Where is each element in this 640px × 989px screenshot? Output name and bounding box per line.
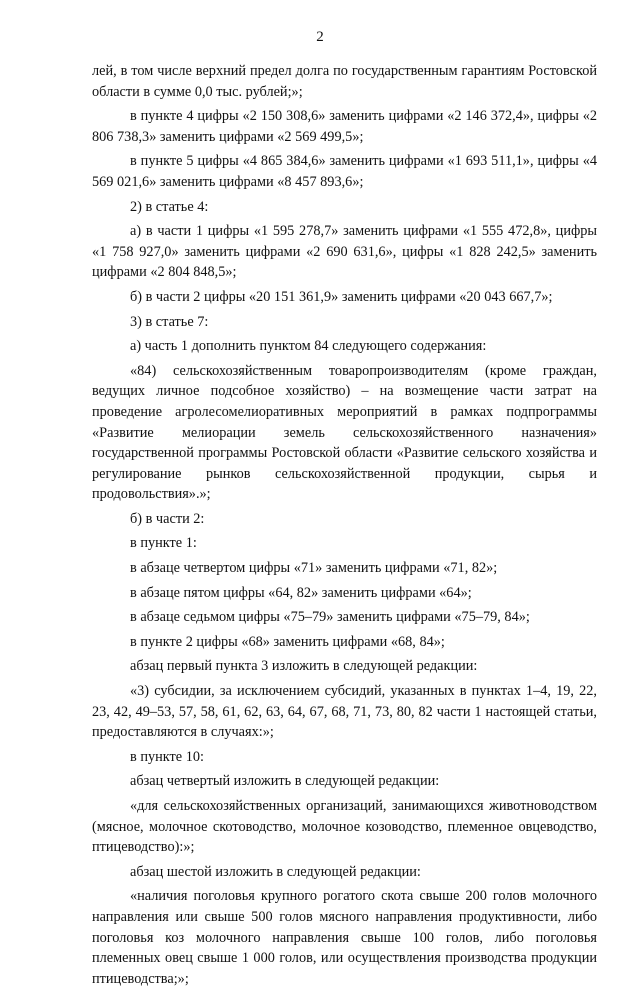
document-body xyxy=(92,61,597,989)
paragraph-15: в пункте 2 цифры «68» заменить цифрами «68, 84»; xyxy=(130,633,445,650)
paragraph-18: в пункте 10: xyxy=(130,748,204,765)
paragraph-14: в абзаце седьмом цифры «75–79» заменить цифрами «75–79, 84»; xyxy=(130,609,530,626)
paragraph-13: в абзаце пятом цифры «64, 82» заменить цифрами «64»; xyxy=(130,584,472,601)
paragraph-10: б) в части 2: xyxy=(130,510,205,527)
paragraph-17: «3) субсидии, за исключением субсидий, указанных в пунктах 1–4, 19, 22, 23, 42, 49–53, 57, 58, 61, 62, 63, 64, 67, 68, 71, 73, 80, 82 части 1 настоящей статьи, предоставляются в случаях:»; xyxy=(92,683,597,741)
paragraph-8: а) часть 1 дополнить пунктом 84 следующего содержания: xyxy=(130,338,487,355)
paragraph-7: 3) в статье 7: xyxy=(130,313,209,330)
paragraph-4: 2) в статье 4: xyxy=(130,198,209,215)
paragraph-20: «для сельскохозяйственных организаций, занимающихся животноводством (мясное, молочное скотоводство, молочное козоводство, племенное овцеводство, птицеводство):»; xyxy=(92,798,597,856)
paragraph-21: абзац шестой изложить в следующей редакции: xyxy=(130,863,421,880)
paragraph-3: в пункте 5 цифры «4 865 384,6» заменить цифрами «1 693 511,1», цифры «4 569 021,6» заменить цифрами «8 457 893,6»; xyxy=(92,153,597,190)
paragraph-9: «84) сельскохозяйственным товаропроизводителям (кроме граждан, ведущих личное подсобное хозяйство) – на возмещение части затрат на проведение агролесомелиоративных мероприятий в рамках подпрограммы «Развитие мелиорации земель сельскохозяйственного назначения» государственной программы Ростовской области «Развитие сельского хозяйства и регулирование рынков сельскохозяйственной продукции, сырья и продовольствия».»; xyxy=(92,362,597,503)
paragraph-5: а) в части 1 цифры «1 595 278,7» заменить цифрами «1 555 472,8», цифры «1 758 927,0» заменить цифрами «2 690 631,6», цифры «1 828 242,5» заменить цифрами «2 804 848,5»; xyxy=(92,223,597,281)
page-number: 2 xyxy=(316,29,324,45)
paragraph-19: абзац четвертый изложить в следующей редакции: xyxy=(130,773,440,790)
paragraph-16: абзац первый пункта 3 изложить в следующей редакции: xyxy=(130,658,478,675)
paragraph-22: «наличия поголовья крупного рогатого скота свыше 200 голов молочного направления или свыше 500 голов мясного направления продуктивности, либо поголовья коз молочного направления свыше 100 голов, либо поголовья племенных овец свыше 1 000 голов, или осуществления производства продукции птицеводства;»; xyxy=(92,888,597,987)
paragraph-11: в пункте 1: xyxy=(130,535,197,552)
paragraph-12: в абзаце четвертом цифры «71» заменить цифрами «71, 82»; xyxy=(130,560,498,577)
paragraph-2: в пункте 4 цифры «2 150 308,6» заменить цифрами «2 146 372,4», цифры «2 806 738,3» заменить цифрами «2 569 499,5»; xyxy=(92,108,597,145)
paragraph-1: лей, в том числе верхний предел долга по государственным гарантиям Ростовской области в сумме 0,0 тыс. рублей;»; xyxy=(92,63,597,100)
paragraph-6: б) в части 2 цифры «20 151 361,9» заменить цифрами «20 043 667,7»; xyxy=(130,288,553,305)
